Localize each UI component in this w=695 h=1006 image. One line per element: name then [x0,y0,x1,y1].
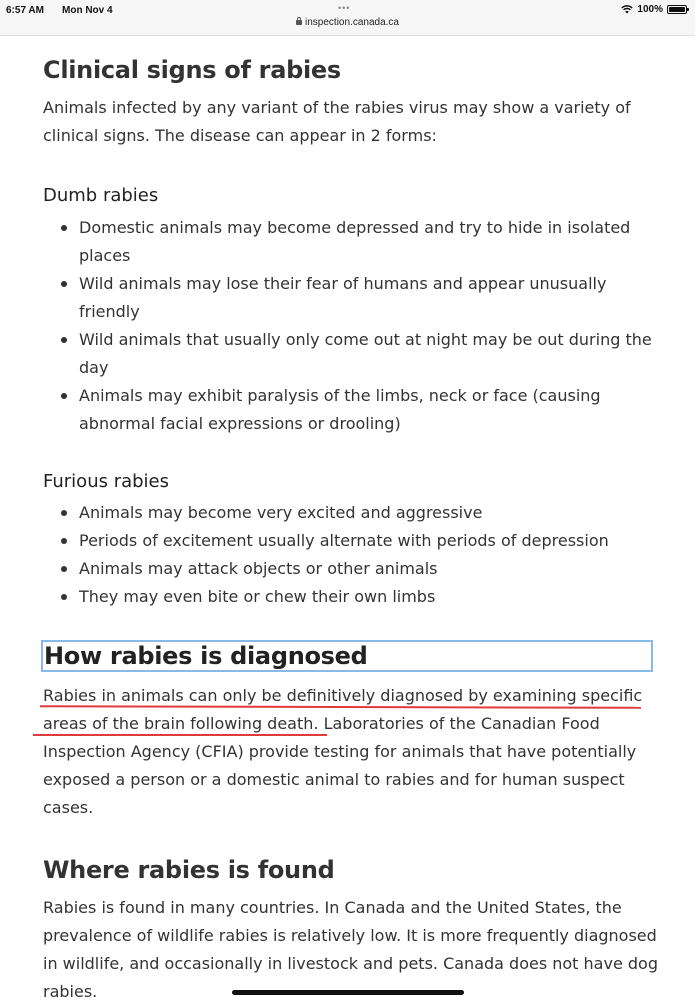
annotation-underline-2 [33,734,327,736]
list-item: Animals may become very excited and aggressive [79,499,658,527]
list-item: Wild animals may lose their fear of humans and appear unusually friendly [79,270,658,326]
dumb-rabies-heading: Dumb rabies [43,185,159,206]
url-bar[interactable] [0,17,695,28]
diagnosed-text: Rabies in animals can only be definitively diagnosed by examining specific areas of the brain following death. Laboratories of the Canadian Food Inspection Agency (CFIA) provide testing for animals that have potentially exposed a person or a domestic animal to rabies and for human suspect cases. [43,686,643,817]
status-bar [0,0,695,36]
clinical-signs-intro: Animals infected by any variant of the rabies virus may show a variety of clinical signs. The disease can appear in 2 forms: [43,98,631,145]
where-found-text: Rabies is found in many countries. In Canada and the United States, the prevalence of wildlife rabies is relatively low. It is more frequently diagnosed in wildlife, and occasionally in livestock and pets. Canada does not have dog rabies. [43,898,658,1001]
diagnosed-heading: How rabies is diagnosed [44,642,368,670]
list-item: Animals may exhibit paralysis of the limbs, neck or face (causing abnormal facial expressions or drooling) [79,382,658,438]
clinical-signs-heading: Clinical signs of rabies [43,56,341,84]
article-content [43,52,658,1006]
furious-rabies-list [43,499,658,611]
diagnosed-section [43,682,658,822]
where-found-heading: Where rabies is found [43,856,335,884]
dumb-rabies-list [43,214,658,438]
list-item: Periods of excitement usually alternate with periods of depression [79,527,658,555]
diagnosed-heading-focus-box[interactable] [41,640,653,672]
status-date: Mon Nov 4 [62,5,113,16]
battery-icon [667,5,687,14]
status-right [621,4,687,15]
list-item: They may even bite or chew their own limbs [79,583,658,611]
status-time: 6:57 AM [6,5,44,16]
list-item: Wild animals that usually only come out at night may be out during the day [79,326,658,382]
multitasking-dots-icon[interactable]: ••• [338,3,351,13]
lock-icon [296,20,302,25]
furious-rabies-heading: Furious rabies [43,471,170,492]
battery-percent: 100% [637,4,663,15]
list-item: Animals may attack objects or other animals [79,555,658,583]
list-item: Domestic animals may become depressed and try to hide in isolated places [79,214,658,270]
home-indicator[interactable] [232,990,464,995]
url-text: inspection.canada.ca [305,17,399,28]
wifi-icon [621,5,633,14]
